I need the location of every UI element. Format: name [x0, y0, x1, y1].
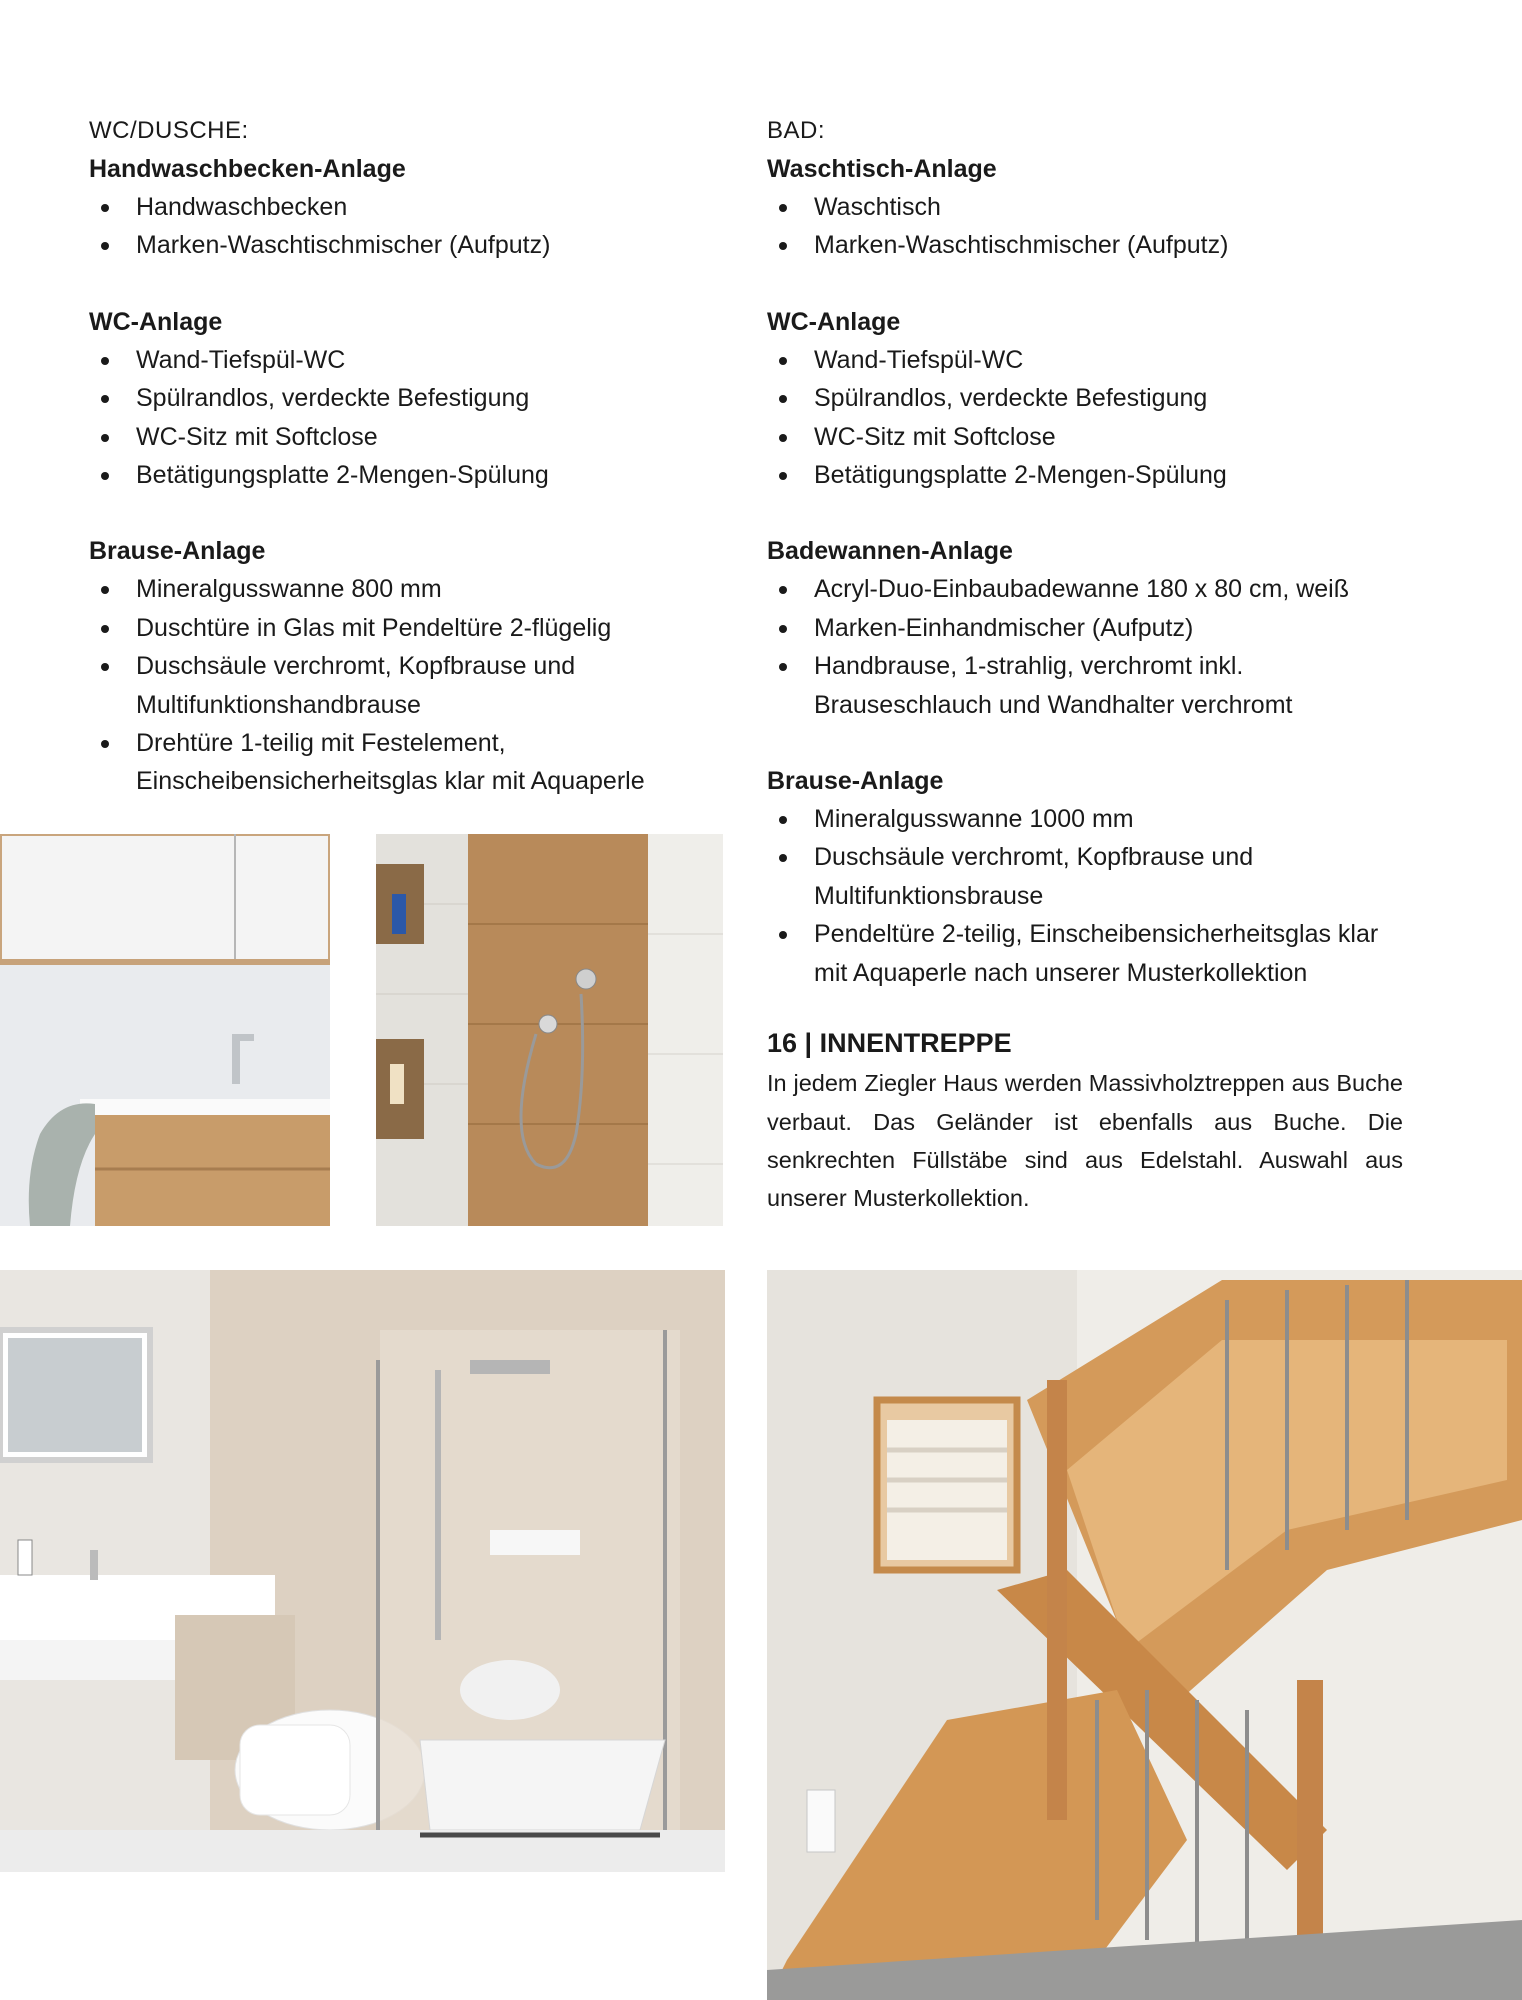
list-item: Wand-Tiefspül-WC — [767, 341, 1403, 379]
list-item: Waschtisch — [767, 188, 1403, 226]
item-list — [767, 570, 1403, 724]
item-list — [89, 188, 729, 265]
list-item: Handwaschbecken — [89, 188, 729, 226]
list-item: Mineralgusswanne 1000 mm — [767, 800, 1403, 838]
photo-staircase — [767, 1270, 1522, 2000]
section-title: WC-Anlage — [767, 307, 901, 336]
section-heading: 16 | INNENTREPPE — [767, 1028, 1012, 1059]
list-item: Spülrandlos, verdeckte Befestigung — [89, 379, 729, 417]
list-item: Wand-Tiefspül-WC — [89, 341, 729, 379]
section-title: Badewannen-Anlage — [767, 537, 1013, 566]
section-paragraph: In jedem Ziegler Haus werden Massivholztreppen aus Buche verbaut. Das Geländer ist ebenfalls aus Buche. Die senkrechten Füllstäbe sind aus Edelstahl. Auswahl aus unserer Musterkollektion. — [767, 1070, 1403, 1212]
list-item: Acryl-Duo-Einbaubadewanne 180 x 80 cm, weiß — [767, 570, 1403, 608]
section-title: Handwaschbecken-Anlage — [89, 155, 406, 183]
right-heading: BAD: — [767, 117, 826, 144]
list-item: Mineralgusswanne 800 mm — [89, 570, 729, 608]
list-item: Marken-Einhandmischer (Aufputz) — [767, 609, 1403, 647]
right-column — [767, 112, 1403, 1218]
list-item: WC-Sitz mit Softclose — [89, 418, 729, 456]
list-item: Betätigungsplatte 2-Mengen-Spülung — [767, 456, 1403, 494]
shower-niche-illustration — [376, 834, 723, 1226]
section-title: Brause-Anlage — [89, 537, 266, 566]
bathroom-illustration — [0, 1270, 725, 1872]
item-list — [767, 341, 1403, 495]
item-list — [89, 570, 729, 800]
list-item: Spülrandlos, verdeckte Befestigung — [767, 379, 1403, 417]
item-list — [767, 188, 1403, 265]
section-innentreppe — [767, 1024, 1403, 1218]
list-item: Marken-Waschtischmischer (Aufputz) — [767, 226, 1403, 264]
section-brause-anlage — [89, 532, 729, 800]
item-list — [89, 341, 729, 495]
staircase-illustration — [767, 1270, 1522, 2000]
list-item: WC-Sitz mit Softclose — [767, 418, 1403, 456]
section-waschtisch — [767, 150, 1403, 265]
section-title: WC-Anlage — [89, 307, 223, 336]
section-brause-anlage — [767, 762, 1403, 992]
list-item: Handbrause, 1-strahlig, verchromt inkl. Brauseschlauch und Wandhalter verchromt — [767, 647, 1403, 724]
left-column — [89, 112, 729, 839]
vanity-illustration — [0, 834, 330, 1226]
section-wc-anlage — [89, 303, 729, 495]
section-badewannen — [767, 532, 1403, 724]
section-handwaschbecken — [89, 150, 729, 265]
photo-bathroom-shower — [0, 1270, 725, 1872]
list-item: Duschsäule verchromt, Kopfbrause und Multifunktionshandbrause — [89, 647, 729, 724]
left-heading: WC/DUSCHE: — [89, 117, 249, 144]
photo-shower-niche — [376, 834, 723, 1226]
photo-vanity — [0, 834, 330, 1226]
section-title: Brause-Anlage — [767, 767, 944, 796]
section-title: Waschtisch-Anlage — [767, 155, 997, 183]
item-list — [767, 800, 1403, 992]
list-item: Pendeltüre 2-teilig, Einscheibensicherheitsglas klar mit Aquaperle nach unserer Musterkollektion — [767, 915, 1403, 992]
list-item: Marken-Waschtischmischer (Aufputz) — [89, 226, 729, 264]
list-item: Duschtüre in Glas mit Pendeltüre 2-flügelig — [89, 609, 729, 647]
list-item: Drehtüre 1-teilig mit Festelement, Einscheibensicherheitsglas klar mit Aquaperle — [89, 724, 729, 801]
section-wc-anlage — [767, 303, 1403, 495]
list-item: Betätigungsplatte 2-Mengen-Spülung — [89, 456, 729, 494]
list-item: Duschsäule verchromt, Kopfbrause und Multifunktionsbrause — [767, 838, 1403, 915]
